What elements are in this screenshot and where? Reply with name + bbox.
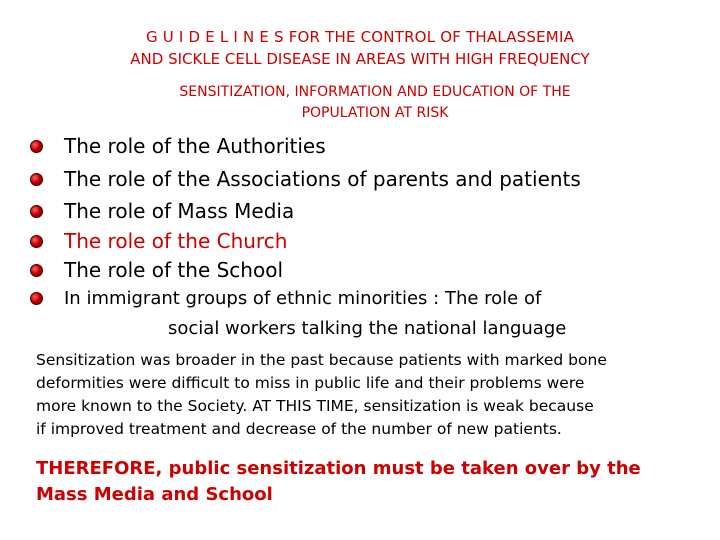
bullet-icon [30, 140, 43, 153]
bullet-icon [30, 173, 43, 186]
sensitization-paragraph [36, 349, 706, 441]
list-item-immigrant-groups [64, 286, 541, 312]
list-item-authorities: The role of the Authorities [64, 134, 326, 158]
paragraph-line: Sensitization was broader in the past because patients with marked bone [36, 351, 607, 369]
paragraph-line: deformities were difficult to miss in public life and their problems were [36, 374, 585, 392]
role-of-text: The role of [444, 288, 542, 309]
bullet-icon [30, 292, 43, 305]
paragraph-line: if improved treatment and decrease of the number of new patients. [36, 420, 562, 438]
conclusion-line: Mass Media and School [36, 484, 273, 505]
bullet-icon [30, 205, 43, 218]
list-item-school: The role of the School [64, 258, 284, 282]
page-title-line-2: AND SICKLE CELL DISEASE IN AREAS WITH HIGH FREQUENCY [130, 50, 590, 68]
section-heading-line-2: POPULATION AT RISK [301, 105, 449, 121]
conclusion-statement [36, 456, 716, 508]
paragraph-line: more known to the Society. AT THIS TIME, sensitization is weak because [36, 397, 594, 415]
bullet-icon [30, 264, 43, 277]
list-item-associations: The role of the Associations of parents and patients [64, 167, 581, 191]
bullet-icon [30, 235, 43, 248]
list-item-mass-media: The role of Mass Media [64, 199, 295, 223]
list-item-church: The role of the Church [64, 229, 288, 253]
conclusion-line: THEREFORE, public sensitization must be taken over by the [36, 458, 641, 479]
page-title-line-1: G U I D E L I N E S FOR THE CONTROL OF THALASSEMIA [145, 28, 575, 46]
list-item-social-workers: social workers talking the national language [168, 318, 567, 339]
immigrant-groups-text: In immigrant groups of ethnic minorities : [64, 288, 445, 309]
section-heading-line-1: SENSITIZATION, INFORMATION AND EDUCATION OF THE [179, 84, 571, 100]
